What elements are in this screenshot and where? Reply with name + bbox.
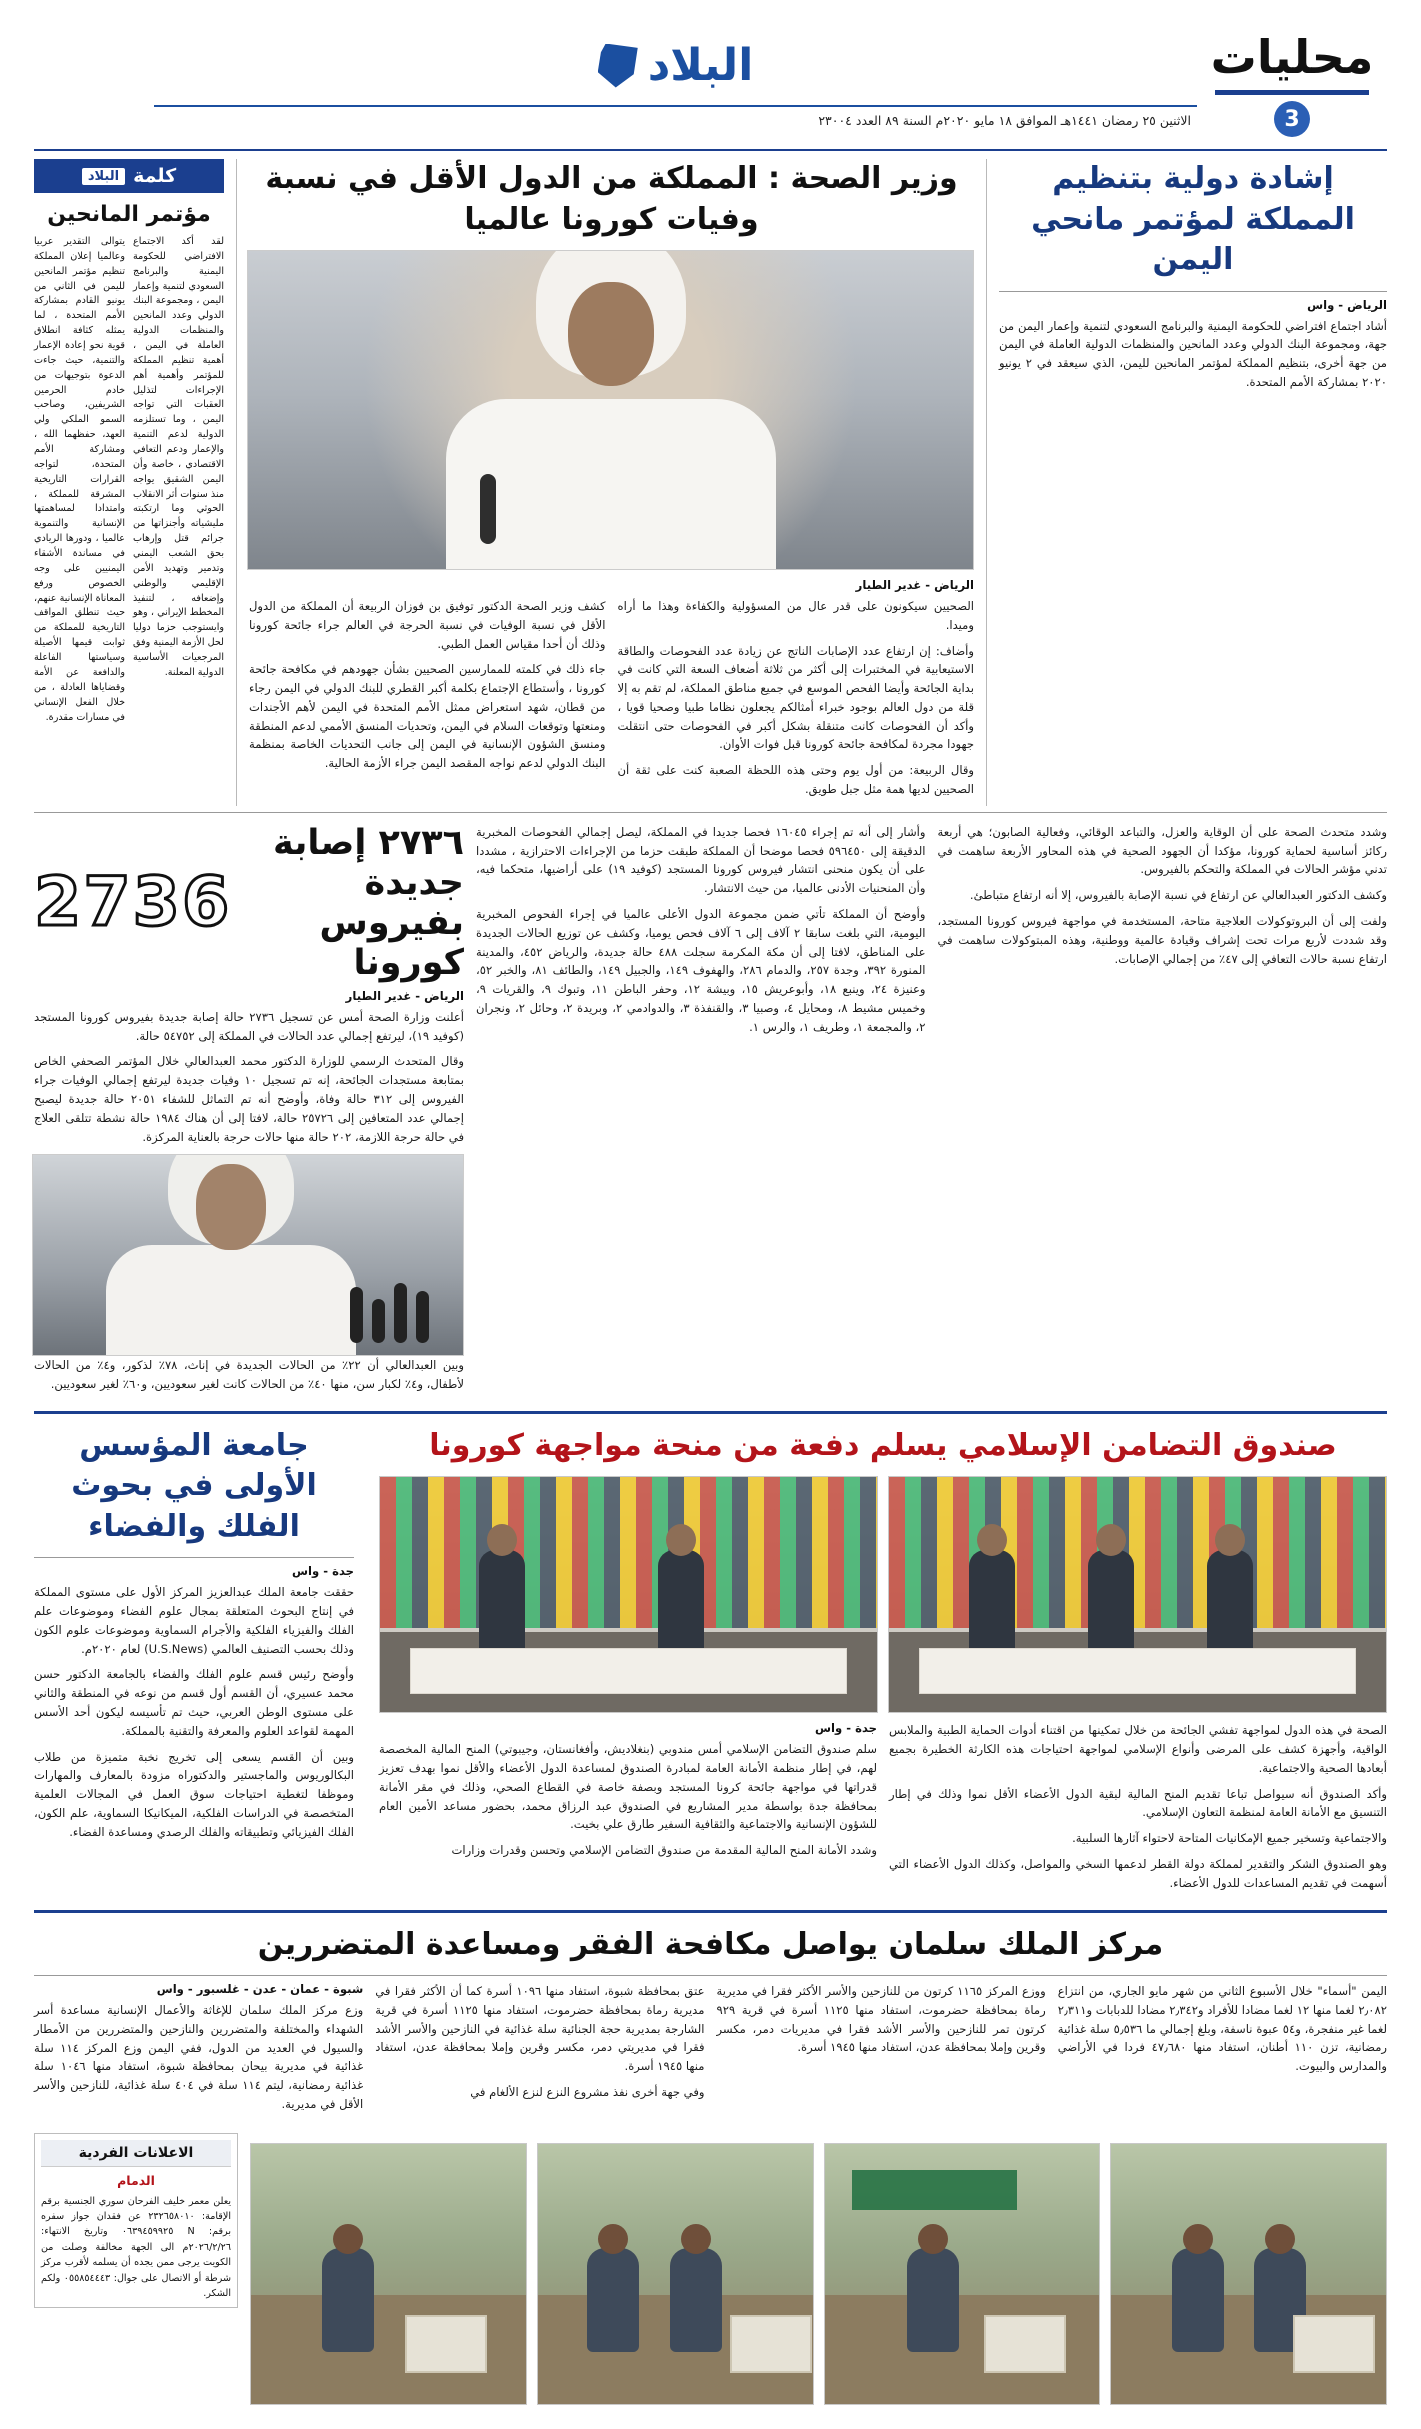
isdb-paragraph: وشدد الأمانة المنح المالية المقدمة من صندوق التضامن الإسلامي وتحسن وقدرات وزارات <box>451 1843 877 1858</box>
dateline-text: الاثنين ٢٥ رمضان ١٤٤١هـ الموافق ١٨ مايو ٢٠٢٠م السنة ٨٩ العدد ٢٣٠٠٤ <box>818 113 1191 128</box>
section-rule <box>34 1411 1387 1414</box>
yemen-donors-byline: الرياض - واس <box>1307 297 1387 312</box>
health-minister-byline: الرياض - غدير الطيار <box>855 578 974 592</box>
space-headline: جامعة المؤسس الأولى في بحوث الفلك والفضاء <box>71 1427 317 1544</box>
editorial-banner-label: كلمة <box>133 165 177 187</box>
space-paragraph: وأوضح رئيس قسم علوم الفلك والفضاء بالجامعة الدكتور حسن محمد عسيري، أن القسم أول قسم من نوعه في المنطقة والثاني على مستوى الوطن العربي، حيث تم تأسيسه ليكون أحد الأسس المهمة لقواعد العلوم والمعرفة والتقنية بالمملكة. <box>34 1667 354 1738</box>
corona-paragraph: أعلنت وزارة الصحة أمس عن تسجيل ٢٧٣٦ حالة إصابة جديدة بفيروس كورونا المستجد (كوفيد ١٩)، ليرتفع إجمالي عدد الحالات في المملكة إلى ٥٤٧٥٢ حالة. <box>34 1009 464 1043</box>
space-paragraph: حققت جامعة الملك عبدالعزيز المركز الأول على مستوى المملكة في إنتاج البحوث المتعلقة بمجال علوم الفضاء وموضوعات علم الفلك والفيزياء الفلكية والأجرام السماوية وموضوعات علوم الكون وذلك بحسب التصنيف العالمي (U.S.News) لعام ٢٠٢٠م. <box>34 1585 354 1656</box>
classifieds-title: الاعلانات الفردية <box>41 2140 231 2167</box>
article-space-research <box>34 1426 354 1849</box>
health-minister-paragraph: وأضاف: إن ارتفاع عدد الإصابات الناتج عن زيادة عدد الفحوصات والطاقة الاستيعابية في المختبرات إلى أكثر من ثلاثة أضعاف السعة التي كانت في بداية الجائحة وأيضا الفحص الموسع في جميع مناطق المملكة، لم تقم به إلا قلة من دول العالم بوجود خبراء أمثالكم يجعلون نظاما طبيا وصحيا قويا ، وأكد أن الفحوصات كانت متنقلة بشكل أكبر في الفحوصات حتى انتقلت جهودا مجردة لمكافحة جائحة كورونا قبل فوات الأوان. <box>617 643 974 752</box>
article-isdb-grant <box>379 1426 1387 1900</box>
section-underline <box>1215 90 1369 95</box>
editorial-column <box>34 159 224 806</box>
isdb-paragraph: وأكد الصندوق أنه سيواصل تباعا تقديم المنح المالية لبقية الدول الأعضاء الأقل نموا وذلك في إطار التنسيق مع الأمانة العامة لمنظمة التعاون الإسلامي. <box>889 1786 1387 1820</box>
isdb-paragraph: وهو الصندوق الشكر والتقدير لمملكة دولة القطر لدعمها السخي والمواصل، وكذلك الدول الأعضاء التي أسهمت في تقديم المساعدات للدول الأعضاء. <box>889 1857 1387 1890</box>
section-rule <box>34 1910 1387 1913</box>
isdb-paragraph: والاجتماعية وتسخير جميع الإمكانيات المتاحة لاحتواء آثارها السلبية. <box>1072 1831 1387 1846</box>
editorial-paragraph: يتوالى التقدير عربيا وعالميا إعلان المملكة تنظيم مؤتمر المانحين لليمن في الثاني من يونيو القادم بمشاركة الأمم المتحدة ، لما يمثله كثافة انطلاق قوية نحو إعادة الإعمار والتنمية، حيث جاءت الدعوة بتوجيهات من خادم الحرمين الشريفين، وصاحب السمو الملكي ولي العهد، حفظهما الله ، ومشاركة الأمم المتحدة، لتواجه القرارات التاريخية المشرقة للمملكة ، وامتدادا لمساهمتها الإنسانية والتنموية عالميا ، ودورها الريادي في مساندة الأشقاء اليمنيين على وجه الخصوص ورفع المعاناة الإنسانية عنهم، حيث تنطلق المواقف التاريخية للمملكة من ثوابت قيمها الأصيلة وسياستها الفاعلة والدافعة عن الأمة وقضاياها العادلة ، من خلال الفعل الإنساني في مسارات مقدرة. <box>34 236 125 723</box>
corona-byline: الرياض - غدير الطيار <box>345 988 464 1003</box>
ksrelief-headline: مركز الملك سلمان يواصل مكافحة الفقر ومساعدة المتضررين <box>257 1926 1164 1962</box>
editorial-banner <box>34 159 224 193</box>
article-corona-cases <box>34 823 1387 1401</box>
ksrelief-byline: شبوة - عمان - عدن - غلسبور - واس <box>156 1982 364 1997</box>
article-ksrelief <box>34 1925 1387 2121</box>
health-minister-headline: وزير الصحة : المملكة من الدول الأقل في نسبة وفيات كورونا عالميا <box>265 161 958 237</box>
corona-paragraph: ولفت إلى أن البروتوكولات العلاجية متاحة، المستخدمة في مواجهة فيروس كورونا المستجد، وقد شددت لأربع مرات تحت إشراف وقيادة عالمية ووطنية، وهذه المبتوكولات ساهمت في ارتفاع نسبة حالات التعافي إلى ٤٧٪ من إجمالي الإصابات. <box>937 913 1387 966</box>
column-divider <box>986 159 987 806</box>
health-minister-paragraph: الصحيين سيكونون على قدر عال من المسؤولية والكفاءة وهذا ما أراه وميدا. <box>617 599 974 632</box>
corona-big-number: 2736 <box>34 862 232 942</box>
corona-paragraph: وأشار إلى أنه تم إجراء ١٦٠٤٥ فحصا جديدا في المملكة، ليصل إجمالي الفحوصات المخبرية الدقيقة إلى ٥٩٦٤٥٠ فحصا موضحا أن المملكة طبقت حزما من الإجراءات الاحترازية ، مشددا على أن يكون منحنى انتشار فيروس كورونا المستجد (كوفيد ١٩) على أراضيها، متحكما فيه، وأن المنحنيات الأدنى عالميا، من حيث الانتشار. <box>476 824 926 896</box>
masthead <box>34 0 1387 141</box>
editorial-paragraph: لقد أكد الاجتماع الافتراضي للحكومة اليمنية والبرنامج السعودي لتنمية وإعمار اليمن ، ومجموعة البنك الدولي وعدد المانحين والمنظمات الدولية العاملة في اليمن ، أهمية تنظيم المملكة للمؤتمر وأهمية أهم الإجراءات لتذليل العقبات التي تواجه اليمن ، وما تستلزمه الدولية لدعم التنمية والإعمار ودعم التعافي الاقتصادي ، خاصة وأن اليمن الشقيق يواجه منذ سنوات أثر الانقلاب الحوثي وما ارتكبته مليشياته وأجنزاتها من جرائم قتل وإرهاب بحق الشعب اليمني وتدمير وتهديد الأمن الإقليمي والوطني وإضعافه ، لتنفيذ المخطط الإيراني ، وهو وايستوجب حزما دوليا لحل الأزمة اليمنية وفق المرجعيات الأساسية الدولية المعلنة. <box>133 236 224 678</box>
article-health-minister <box>249 159 974 806</box>
corona-paragraph: وأوضح أن المملكة تأتي ضمن مجموعة الدول الأعلى عالميا في إجراء الفحوص المخبرية اليومية، التي بلغت سابقا ٢ آلاف إلى ٦ آلاف فحص يوميا، وكشف عن توزيع الحالات الجديدة على المناطق، لافتا إلى أن مكة المكرمة سجلت ٤٨٨ حالة جديدة، والرياض ٤٥٢، والمدينة المنورة ٣٩٢، وجدة ٢٥٧، والدمام ٢٨٦، والهفوف ١٤٩، والجبيل ١٤٩، والطائف ٨١، والخبر ٥٢، وعنيزة ٢٤، وينبع ١٨، وأبوعريش ١٥، وبيشة ١٢، وحفر الباطن ١١، وتبوك ٩، والقريات ٩، وخميس مشيط ٨، ومحايل ٤، وصبيا ٣، والقنفذة ٣، والدوادمي ٢، وبريدة ٢، وحائل ٢، ونجران ٢، والمجمعة ١، وطريف ١، والرس ١. <box>476 906 926 1034</box>
health-minister-photo <box>247 250 974 570</box>
ksrelief-paragraph: اليمن "أسماء" خلال الأسبوع الثاني من شهر مايو الجاري، من انتزاع ٢٫٠٨٢ لغما منها ١٢ لغما مضادا للأفراد و٢٫٣٤٢ مضادا للدبابات و٢٫٣١١ لغما غير منفجرة، و٥٤ عبوة ناسفة، وبلغ إجمالي ما ٥٫٥٣٦ سلة غذائية رمضانية، تزن ١١٠ أطنان، استفاد منها ٤٧٫٦٨٠ فردا في الأراضي والمدارس والبيوت. <box>1057 1984 1388 2074</box>
corona-headline: ٢٧٣٦ إصابة جديدة بفيروس كورونا <box>273 822 464 983</box>
divider <box>34 1557 354 1558</box>
classifieds-box <box>34 2133 238 2308</box>
relief-photo-2 <box>824 2143 1101 2405</box>
relief-photo-4 <box>250 2143 527 2405</box>
middle-section <box>34 1426 1387 1900</box>
logo-text: البلاد <box>647 40 754 91</box>
divider <box>34 1975 1387 1976</box>
ksrelief-photos <box>250 2133 1387 2405</box>
column-divider <box>236 159 237 806</box>
dateline <box>154 105 1197 128</box>
editorial-banner-logo: البلاد <box>82 168 125 185</box>
corona-paragraph: وقال المتحدث الرسمي للوزارة الدكتور محمد العبدالعالي خلال المؤتمر الصحفي الخاص بمتابعة مستجدات الجائحة، إنه تم تسجيل ١٠ وفيات جديدة ليرتفع إجمالي الوفيات جراء الفيروس إلى ٣١٢ حالة وفاة، وأوضح أنه تم التماثل للشفاء ٢٠٥١ حالة جديدة ليصبح إجمالي عدد المتعافين إلى ٢٥٧٢٦ حالة، لافتا إلى أن هناك ١٩٨٤ حالة نشطة تتلقى العلاج في حالة حرجة اللازمة، ٢٠٢ حالة منها حالات حرجة بالعناية المركزة. <box>34 1054 465 1144</box>
space-byline: جدة - واس <box>292 1564 354 1579</box>
article-yemen-donors <box>999 159 1387 806</box>
relief-photo-1 <box>1110 2143 1387 2405</box>
isdb-photo-left <box>888 1476 1387 1713</box>
top-section <box>34 159 1387 806</box>
isdb-paragraph: الصحة في هذه الدول لمواجهة تفشي الجائحة من خلال تمكينها من اقتناء أدوات الحماية الطبية والملابس الواقية، وأجهزة كشف على المرضى وأنواع الإسلامي لمواجهة احتياجات هذه الكارثة الخطيرة بجميع أبعادها الصحية والاجتماعية. <box>889 1723 1387 1775</box>
divider <box>34 812 1387 813</box>
corona-paragraph: وشدد متحدث الصحة على أن الوقاية والعزل، والتباعد الوقائي، وفعالية الصابون؛ هي أربعة ركائز أساسية لحماية كورونا، مؤكدا أن الجهود الصحية في هذه المحاور الأربعة ساهمت في تدني مؤشر الحالات في المملكة والتحكم بالفيروس. <box>937 824 1387 877</box>
divider <box>999 291 1387 292</box>
classifieds-item: يعلن معمر خليف الفرحان سوري الجنسية برقم الإقامة: ٢٣٢٦٥٨٠١٠ عن فقدان جواز سفره برقم: N ٠٦٣٩٤٥٩٩٢٥ وتاريخ الانتهاء: ٢٠٢٦/٢/٢٦م الى الجهة مخالفة وصلت من الكويت يرجى ممن يجده أن يسلمه لأقرب مركز شرطة أو الاتصال على جوال: ٠٥٥٨٥٤٤٤٣ ولكم الشكر. <box>41 2195 231 2299</box>
isdb-byline: جدة - واس <box>815 1721 877 1736</box>
isdb-paragraph: سلم صندوق التضامن الإسلامي أمس مندوبي (بنغلاديش، وأفغانستان، وجيبوتي) المنح المالية المخصصة لهم، في إطار منظمة الأمانة العامة لمبادرة الصندوق لمساعدة الدول الأعضاء والأقل نموا بهدف تعزيز قدراتها في مواجهة جائحة كرونا المستجد وبصفة خاصة في القطاع الصحي، وذلك في مقر الأمانة بمحافظة جدة بواسطة مدير المشاريع في الصندوق عبد الرزاق محمد، بحضور مساعد الأمين العام للشؤون الإنسانية والاجتماعية والثقافية السفير طارق علي بخيت. <box>379 1742 877 1832</box>
health-minister-paragraph: وقال الربيعة: من أول يوم وحتى هذه اللحظة الصعبة كنت على ثقة أن الصحيين لديها همة مثل جبل طويق. <box>617 763 974 797</box>
spokesman-photo <box>32 1154 464 1356</box>
isdb-photo-right <box>379 1476 878 1713</box>
health-minister-paragraph: كشف وزير الصحة الدكتور توفيق بن فوزان الربيعة أن المملكة من الدول الأقل في نسبة الوفيات في نسبة الحرجة في العالم جراء جائحة كورونا وذلك أن أحدا مقياس العمل الطبي. <box>249 599 606 651</box>
section-title: محليات <box>1210 30 1374 84</box>
isdb-headline: صندوق التضامن الإسلامي يسلم دفعة من منحة مواجهة كورونا <box>429 1427 1337 1463</box>
relief-photo-3 <box>537 2143 814 2405</box>
corona-paragraph: وبين العبدالعالي أن ٢٢٪ من الحالات الجديدة في إناث، ٧٨٪ لذكور، و٤٪ من الحالات لأطفال، و٤٪ لكبار سن، منها ٤٠٪ من الحالات كانت لغير سعوديين، و٦٠٪ لغير سعوديين. <box>34 1358 464 1392</box>
ksrelief-paragraph: ووزع المركز ١١٦٥ كرتون من للنازحين والأسر الأكثر فقرا في مديرية رماة بمحافظة حضرموت، استفاد منها ١١٢٥ أسرة في قرية ٩٢٩ كرتون تمر للنازحين والأسر الأشد فقرا في مديريات دمر، مكسر وقرين وإملا بمحافظة عدن، استفاد منها ١٩٤٥ أسرة. <box>716 1984 1046 2055</box>
editorial-title: مؤتمر المانحين <box>47 202 211 227</box>
corona-paragraph: وكشف الدكتور العبدالعالي عن ارتفاع في نسبة الإصابة بالفيروس، إلا أنه ارتفاع متباطئ. <box>969 888 1387 903</box>
newspaper-logo <box>154 34 1197 128</box>
bottom-section <box>34 2133 1387 2405</box>
yemen-donors-headline: إشادة دولية بتنظيم المملكة لمؤتمر مانحي اليمن <box>1031 161 1355 277</box>
health-minister-paragraph: جاء ذلك في كلمته للممارسين الصحيين بشأن جهودهم في مكافحة جائحة كورونا ، وأستطاع الإجتماع بكلمة أكبر القطري للبنك الدولي في اليمن رجاء من قطان، شهد استعراض ممثل الأمم المتحدة في اليمن لأهم الأجندات ومنعتها وتوقعات السلام في اليمن، وتحديات المنسق الأممي لدعم المنطقة ومنسق الشؤون الإنسانية في اليمن إلى جانب التحديات الخاصة بمنظمة البنك الدولي لدعم نواجه المقصد اليمن جراء الأزمة الحالية. <box>249 662 606 771</box>
section-badge <box>1197 30 1387 137</box>
yemen-donors-paragraph: أشاد اجتماع افتراضي للحكومة اليمنية والبرنامج السعودي لتنمية وإعمار اليمن من جهة، ومجموعة البنك الدولي وعدد المانحين والمنظمات الدولية العاملة في اليمن من جهة أخرى، بتنظيم المملكة لمؤتمر المانحين لليمن، الذي سيعقد في ٢ يونيو ٢٠٢٠ بمشاركة الأمم المتحدة. <box>999 318 1387 389</box>
page-number: 3 <box>1274 101 1310 137</box>
classifieds-city: الدمام <box>117 2172 155 2188</box>
ksrelief-paragraph: وزع مركز الملك سلمان للإغاثة والأعمال الإنسانية مساعدة أسر الشهداء والمختلفة والمتضررين والنازحين والمتضررين من الأمطار والسيول في العديد من الدول، ففي اليمن وزع المركز ١١٤ سلة غذائية في مديرية بيحان بمحافظة شبوة، استفاد منها ١٠٤٦ سلة غذائية رمضانية، ليتم ١١٤ سلة في ٤٠٤ سلة غذائية، للنازحين والأسر الأقل في مديرية. <box>34 2003 364 2111</box>
ksrelief-paragraph: وفي جهة أخرى نفذ مشروع النزع لنزع الألغام في <box>470 2085 705 2099</box>
space-paragraph: وبين أن القسم يسعى إلى تخريج نخبة متميزة من طلاب البكالوريوس والماجستير والدكتوراه مزودة بالمعارف والمهارات وموظفا لتغطية احتياجات سوق العمل في المجالات العلمية المتخصصة في الدراسات الفلكية، الميكانيكا السماوية، علم الكون، الفلك الفيزيائي وتطبيقاته والفلك الرصدي ومساعدة الفضاء. <box>34 1749 354 1839</box>
logo-mark-icon <box>598 44 638 88</box>
masthead-rule <box>34 149 1387 151</box>
ksrelief-paragraph: عتق بمحافظة شبوة، استفاد منها ١٠٩٦ أسرة كما أن الأكثر فقرا في مديرية رماة بمحافظة حضرموت، استفاد منها ١١٢٥ أسرة في قرية الشارجة بمديرية حجة الجنائية سلة غذائية في النازحين والأسر الأشد فقرا في مديريتي دمر، مكسر وقرين وإملا بمحافظة عدن، استفاد منها ١٩٤٥ أسرة. <box>375 1984 705 2074</box>
